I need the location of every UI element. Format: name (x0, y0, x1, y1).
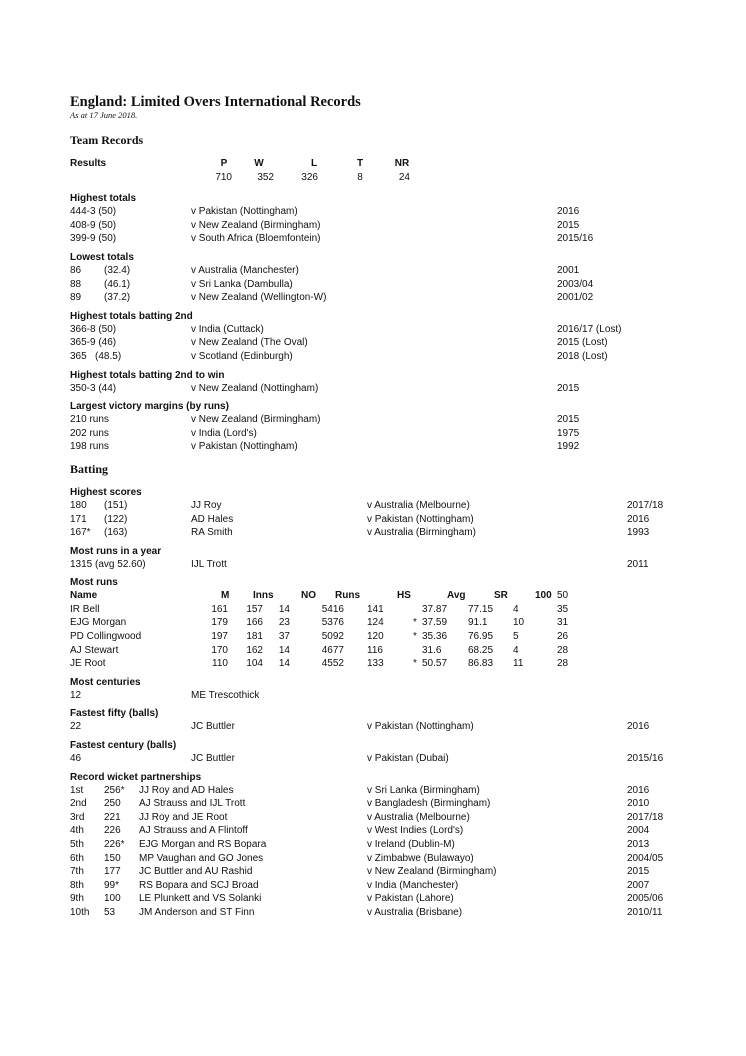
season: 2003/04 (557, 278, 594, 290)
season: 2013 (627, 839, 650, 850)
page-title: England: Limited Overs International Records (70, 94, 361, 110)
opponent: v India (Manchester) (367, 879, 459, 891)
opponent: v New Zealand (Nottingham) (191, 382, 319, 394)
table-row (70, 616, 680, 630)
results-label: Results (70, 158, 107, 169)
most-runs-year-heading: Most runs in a year (70, 545, 162, 557)
season: 2007 (627, 879, 650, 891)
balls: 22 (70, 721, 82, 733)
col-inns: Inns (253, 590, 274, 602)
runs: 5376 (321, 617, 344, 629)
high-score: 116 (367, 644, 383, 656)
table-row (70, 865, 680, 879)
score: 350-3 (44) (70, 382, 117, 394)
average: 37.59 (422, 617, 448, 629)
highest-2nd-win-heading: Highest totals batting 2nd to win (70, 369, 225, 381)
table-row (70, 630, 680, 644)
average: 35.36 (422, 631, 448, 643)
batsmen: JC Buttler and AU Rashid (139, 866, 253, 878)
list-item (70, 264, 680, 278)
partnership-runs: 99* (104, 879, 120, 891)
season: 2018 (Lost) (557, 350, 608, 362)
margin: 202 runs (70, 427, 109, 439)
season: 2015 (557, 382, 580, 394)
partnership-runs: 226* (104, 839, 125, 850)
matches: 161 (211, 603, 228, 615)
score: 167* (70, 527, 91, 539)
hundreds: 5 (513, 631, 519, 643)
most-centuries-block (70, 676, 680, 703)
wicket: 4th (70, 825, 84, 837)
overs: (32.4) (104, 264, 131, 276)
col-hs: HS (397, 590, 411, 602)
most-centuries-heading: Most centuries (70, 676, 141, 688)
batsmen: MP Vaughan and GO Jones (139, 852, 264, 864)
strike-rate: 76.95 (468, 631, 494, 643)
batsmen: AJ Strauss and IJL Trott (139, 798, 246, 810)
wicket: 6th (70, 852, 84, 864)
not-outs: 14 (278, 603, 290, 615)
table-row (70, 852, 680, 866)
score: 444-3 (50) (70, 206, 117, 218)
wicket: 2nd (70, 798, 87, 810)
as-at-date: As at 17 June 2018. (70, 110, 138, 120)
score: 180 (70, 499, 87, 511)
innings: 104 (246, 658, 263, 670)
partnership-rows (70, 784, 680, 920)
list-item (70, 689, 680, 703)
col-50: 50 (557, 590, 569, 602)
most-runs-heading: Most runs (70, 577, 118, 589)
strike-rate: 86.83 (468, 658, 494, 670)
season: 2015/16 (557, 233, 594, 245)
player: IJL Trott (191, 558, 227, 570)
results-value-nr: 24 (398, 171, 410, 183)
wicket: 5th (70, 839, 84, 850)
season: 2011 (627, 558, 649, 570)
table-row (70, 906, 680, 920)
wicket: 9th (70, 893, 84, 905)
records-page (70, 94, 680, 925)
batsmen: EJG Morgan and RS Bopara (139, 839, 267, 850)
col-100: 100 (535, 590, 552, 602)
partnerships-block (70, 771, 680, 920)
season: 2001 (557, 264, 580, 276)
balls: (163) (104, 527, 128, 539)
player: JC Buttler (191, 753, 235, 765)
opponent: v Pakistan (Nottingham) (191, 441, 298, 453)
season: 2016/17 (Lost) (557, 323, 622, 335)
runs: 4552 (321, 658, 344, 670)
matches: 170 (211, 644, 228, 656)
opponent: v South Africa (Bloemfontein) (191, 233, 321, 245)
wicket: 10th (70, 906, 90, 918)
player: RA Smith (191, 527, 233, 539)
balls: (151) (104, 499, 128, 511)
list-item (70, 720, 680, 734)
score: 366-8 (50) (70, 323, 117, 335)
table-row (70, 644, 680, 658)
season: 2005/06 (627, 893, 664, 905)
season: 2015 (627, 866, 650, 878)
hundreds: 4 (513, 603, 519, 615)
results-value-w: 352 (257, 171, 274, 183)
table-row (70, 879, 680, 893)
highest-scores-heading: Highest scores (70, 486, 142, 498)
highest-2nd-block (70, 310, 680, 364)
count: 12 (70, 689, 82, 701)
not-outs: 37 (278, 631, 290, 643)
results-header-t: T (356, 158, 364, 169)
wicket: 3rd (70, 811, 85, 823)
list-item (70, 382, 680, 396)
opponent: v Pakistan (Nottingham) (367, 721, 474, 733)
partnership-runs: 226 (104, 825, 121, 837)
average: 31.6 (422, 644, 442, 656)
runs: 1315 (avg 52.60) (70, 558, 146, 570)
partnership-runs: 177 (104, 866, 121, 878)
season: 2004 (627, 825, 650, 837)
margin: 210 runs (70, 414, 109, 426)
list-item (70, 205, 680, 219)
matches: 179 (211, 617, 228, 629)
table-row (70, 784, 680, 798)
season: 2015 (Lost) (557, 337, 608, 349)
season: 1992 (557, 441, 580, 453)
not-out-marker: * (413, 658, 417, 670)
fastest-century-block (70, 739, 680, 766)
high-score: 124 (367, 617, 384, 629)
opponent: v India (Lord's) (191, 427, 257, 439)
list-item (70, 291, 680, 305)
matches: 110 (212, 658, 228, 670)
fifties: 26 (557, 631, 569, 643)
list-item (70, 413, 680, 427)
high-score: 133 (367, 658, 384, 670)
results-block (70, 157, 680, 184)
col-sr: SR (494, 590, 508, 602)
most-runs-rows (70, 603, 680, 671)
wicket: 7th (70, 866, 84, 878)
opponent: v New Zealand (Birmingham) (191, 414, 321, 426)
opponent: v Zimbabwe (Bulawayo) (367, 852, 474, 864)
most-runs-block (70, 576, 680, 671)
fifties: 31 (557, 617, 569, 629)
opponent: v Sri Lanka (Birmingham) (367, 784, 480, 796)
high-score: 120 (367, 631, 384, 643)
opponent: v Pakistan (Nottingham) (191, 206, 298, 218)
opponent: v Australia (Melbourne) (367, 811, 470, 823)
results-header-p: P (220, 158, 228, 169)
partnership-runs: 250 (104, 798, 121, 810)
high-score: 141 (367, 603, 384, 615)
season: 2001/02 (557, 292, 594, 304)
results-value-p: 710 (215, 171, 232, 183)
highest-totals-heading: Highest totals (70, 193, 137, 205)
opponent: v Australia (Manchester) (191, 264, 299, 276)
season: 2010 (627, 798, 650, 810)
season: 1975 (557, 427, 580, 439)
not-outs: 23 (278, 617, 290, 629)
not-out-marker: * (413, 617, 417, 629)
results-values-row (70, 171, 680, 185)
not-outs: 14 (278, 658, 290, 670)
hundreds: 11 (513, 658, 524, 670)
batting-heading: Batting (70, 461, 109, 476)
strike-rate: 77.15 (468, 603, 494, 615)
col-name: Name (70, 590, 98, 602)
list-item (70, 752, 680, 766)
fastest-fifty-heading: Fastest fifty (balls) (70, 708, 159, 720)
highest-2nd-win-block (70, 369, 680, 396)
strike-rate: 68.25 (468, 644, 494, 656)
player: ME Trescothick (191, 689, 260, 701)
results-value-t: 8 (357, 171, 363, 183)
opponent: v Ireland (Dublin-M) (367, 839, 455, 850)
innings: 157 (246, 603, 263, 615)
score: 365 (48.5) (70, 350, 122, 362)
opponent: v New Zealand (The Oval) (191, 337, 308, 349)
season: 2016 (627, 784, 650, 796)
season: 2017/18 (627, 811, 664, 823)
hundreds: 4 (513, 644, 519, 656)
not-outs: 14 (278, 644, 290, 656)
fifties: 28 (557, 658, 569, 670)
fastest-fifty-block (70, 707, 680, 734)
margin: 198 runs (70, 441, 109, 453)
season: 2016 (627, 513, 650, 525)
opponent: v Australia (Birmingham) (367, 527, 476, 539)
list-item (70, 427, 680, 441)
table-row (70, 892, 680, 906)
player-name: PD Collingwood (70, 631, 142, 643)
season: 2015 (557, 414, 580, 426)
list-item (70, 350, 680, 364)
table-row (70, 603, 680, 617)
lowest-totals-block (70, 251, 680, 305)
season: 1993 (627, 527, 650, 539)
innings: 162 (246, 644, 263, 656)
batsmen: JJ Roy and AD Hales (139, 784, 234, 796)
results-header-nr: NR (394, 158, 410, 169)
list-item (70, 499, 680, 513)
team-records-heading: Team Records (70, 133, 144, 147)
list-item (70, 323, 680, 337)
col-no: NO (301, 590, 316, 602)
balls: (122) (104, 513, 128, 525)
opponent: v Australia (Melbourne) (367, 499, 470, 511)
balls: 46 (70, 753, 82, 765)
player: AD Hales (191, 513, 234, 525)
largest-margins-block (70, 400, 680, 454)
partnerships-heading: Record wicket partnerships (70, 771, 202, 783)
batsmen: JM Anderson and ST Finn (139, 906, 255, 918)
wicket: 1st (70, 784, 84, 796)
list-item (70, 558, 680, 572)
player-name: IR Bell (70, 603, 100, 615)
table-row (70, 657, 680, 671)
opponent: v India (Cuttack) (191, 323, 264, 335)
list-item (70, 526, 680, 540)
overs: (46.1) (104, 278, 131, 290)
season: 2015/16 (627, 753, 664, 765)
score: 365-9 (46) (70, 337, 117, 349)
results-header-w: W (254, 158, 264, 169)
partnership-runs: 100 (104, 893, 121, 905)
score: 86 (70, 264, 82, 276)
average: 50.57 (422, 658, 448, 670)
opponent: v Australia (Brisbane) (367, 906, 463, 918)
most-runs-year-block (70, 545, 680, 572)
innings: 166 (246, 617, 263, 629)
results-header-l: L (310, 158, 318, 169)
table-row (70, 824, 680, 838)
lowest-totals-heading: Lowest totals (70, 251, 134, 263)
season: 2017/18 (627, 499, 664, 511)
season: 2016 (557, 206, 580, 218)
opponent: v Scotland (Edinburgh) (191, 350, 293, 362)
matches: 197 (211, 631, 228, 643)
score: 399-9 (50) (70, 233, 117, 245)
batsmen: RS Bopara and SCJ Broad (139, 879, 259, 891)
season: 2015 (557, 219, 580, 231)
batsmen: AJ Strauss and A Flintoff (139, 825, 248, 837)
results-value-l: 326 (301, 171, 318, 183)
score: 89 (70, 292, 82, 304)
partnership-runs: 256* (104, 784, 125, 796)
innings: 181 (246, 631, 263, 643)
opponent: v West Indies (Lord's) (367, 825, 464, 837)
list-item (70, 278, 680, 292)
opponent: v Pakistan (Nottingham) (367, 513, 474, 525)
strike-rate: 91.1 (468, 617, 488, 629)
list-item (70, 440, 680, 454)
fastest-century-heading: Fastest century (balls) (70, 740, 177, 752)
not-out-marker: * (413, 631, 417, 643)
table-row (70, 811, 680, 825)
most-runs-header-row (70, 589, 680, 603)
batsmen: LE Plunkett and VS Solanki (139, 893, 262, 905)
list-item (70, 336, 680, 350)
batsmen: JJ Roy and JE Root (139, 811, 228, 823)
score: 408-9 (50) (70, 219, 117, 231)
opponent: v Sri Lanka (Dambulla) (191, 278, 293, 290)
runs: 5092 (321, 631, 344, 643)
opponent: v New Zealand (Birmingham) (191, 219, 321, 231)
list-item (70, 513, 680, 527)
list-item (70, 219, 680, 233)
col-runs: Runs (335, 590, 360, 602)
table-row (70, 797, 680, 811)
average: 37.87 (422, 603, 448, 615)
results-header-row (70, 157, 680, 171)
score: 88 (70, 278, 82, 290)
largest-margins-heading: Largest victory margins (by runs) (70, 401, 229, 413)
season: 2004/05 (627, 852, 664, 864)
partnership-runs: 221 (104, 811, 121, 823)
season: 2010/11 (627, 906, 663, 918)
opponent: v Pakistan (Dubai) (367, 753, 449, 765)
opponent: v Bangladesh (Birmingham) (367, 798, 491, 810)
opponent: v New Zealand (Wellington-W) (191, 292, 327, 304)
highest-2nd-heading: Highest totals batting 2nd (70, 310, 193, 322)
list-item (70, 232, 680, 246)
fifties: 35 (557, 603, 569, 615)
player-name: JE Root (70, 658, 106, 670)
partnership-runs: 53 (104, 906, 116, 918)
fifties: 28 (557, 644, 569, 656)
highest-totals-block (70, 192, 680, 246)
runs: 4677 (321, 644, 344, 656)
highest-scores-block (70, 486, 680, 540)
player-name: EJG Morgan (70, 617, 127, 629)
table-row (70, 838, 680, 852)
overs: (37.2) (104, 292, 131, 304)
player-name: AJ Stewart (70, 644, 119, 656)
hundreds: 10 (513, 617, 525, 629)
score: 171 (70, 513, 87, 525)
col-avg: Avg (447, 590, 466, 602)
wicket: 8th (70, 879, 84, 891)
runs: 5416 (321, 603, 344, 615)
opponent: v Pakistan (Lahore) (367, 893, 454, 905)
opponent: v New Zealand (Birmingham) (367, 866, 497, 878)
col-m: M (221, 590, 230, 602)
player: JC Buttler (191, 721, 235, 733)
season: 2016 (627, 721, 650, 733)
player: JJ Roy (191, 499, 222, 511)
partnership-runs: 150 (104, 852, 121, 864)
